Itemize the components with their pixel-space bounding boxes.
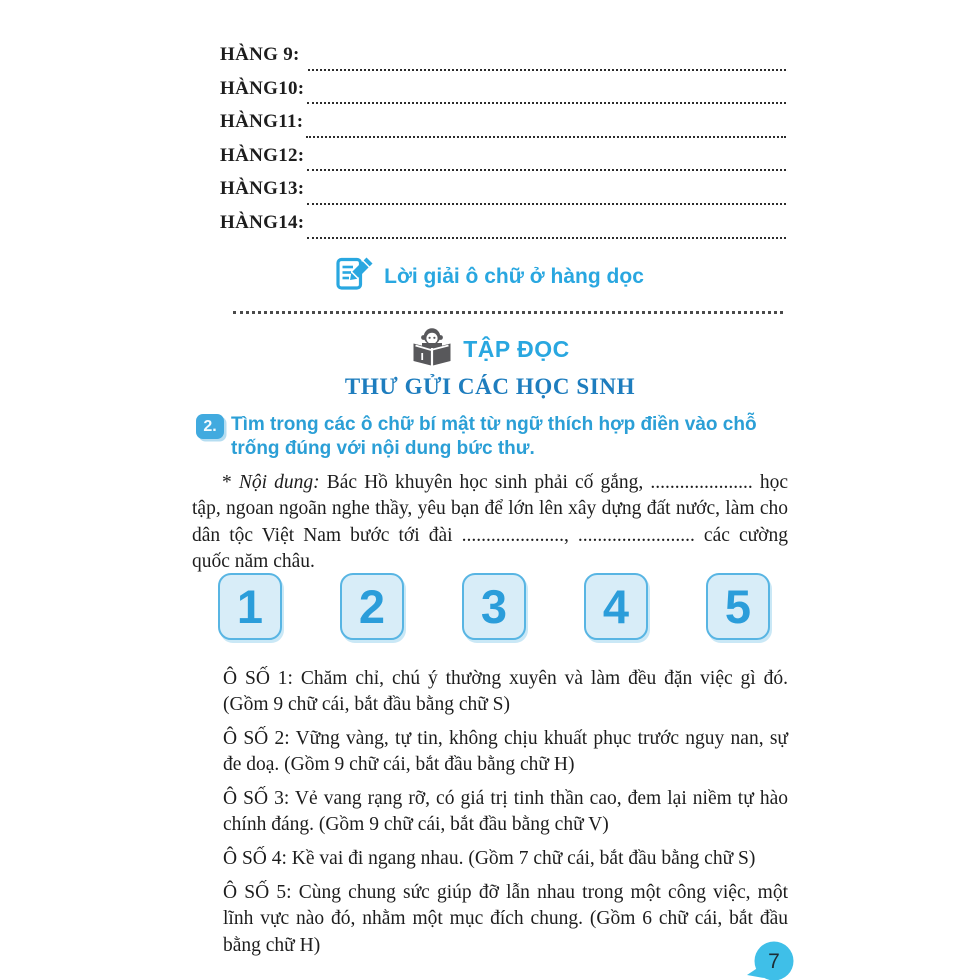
vertical-answer-heading — [0, 256, 980, 297]
exercise-prompt: Tìm trong các ô chữ bí mật từ ngữ thích hợp điền vào chỗ trống đúng với nội dung bức thư. — [231, 414, 757, 459]
exercise-2 — [196, 413, 792, 460]
clue-item: Ô SỐ 2: Vững vàng, tự tin, không chịu khuất phục trước nguy nan, sự đe doạ. (Gồm 9 chữ cái, bắt đầu bằng chữ H) — [223, 728, 788, 776]
star-marker: * — [222, 472, 232, 493]
answer-row — [220, 78, 786, 112]
dotted-separator — [233, 311, 783, 314]
dotted-answer-line[interactable] — [307, 237, 786, 239]
row-label: HÀNG14: — [220, 211, 305, 233]
row-label: HÀNG10: — [220, 77, 305, 99]
vertical-answer-label: Lời giải ô chữ ở hàng dọc — [384, 264, 644, 288]
page-number: 7 — [768, 950, 780, 973]
answer-row — [220, 44, 786, 78]
content-text: Bác Hồ khuyên học sinh phải cố gắng, ..................... học tập, ngoan ngoãn nghe thầy, yêu bạn để lớn lên xây dựng đất nước, làm cho dân tộc Việt Nam bước tới đài ....................., ........................ các cường quốc năm châu. — [192, 472, 788, 572]
row-label: HÀNG13: — [220, 178, 305, 200]
exercise-number-badge: 2. — [196, 414, 224, 439]
clue-item: Ô SỐ 5: Cùng chung sức giúp đỡ lẫn nhau trong một công việc, một lĩnh vực nào đó, nhằm một mục đích chung. (Gồm 6 chữ cái, bắt đầu bằng chữ H) — [223, 882, 788, 956]
clue-box-4[interactable]: 4 — [584, 573, 648, 640]
content-paragraph — [192, 470, 788, 575]
page-number-bubble — [746, 941, 796, 980]
clue-box-1[interactable]: 1 — [218, 573, 282, 640]
content-label: Nội dung: — [238, 472, 320, 493]
dotted-answer-line[interactable] — [307, 102, 786, 104]
dotted-answer-line[interactable] — [308, 69, 786, 71]
reading-person-icon — [410, 327, 454, 372]
clue-box-2[interactable]: 2 — [340, 573, 404, 640]
dotted-answer-line[interactable] — [307, 169, 786, 171]
clue-number-boxes — [218, 573, 770, 640]
section-heading-tap-doc — [0, 327, 980, 372]
dotted-answer-line[interactable] — [306, 136, 786, 138]
row-label: HÀNG11: — [220, 111, 304, 133]
clue-list — [223, 666, 788, 966]
clue-box-3[interactable]: 3 — [462, 573, 526, 640]
answer-row — [220, 178, 786, 212]
dotted-answer-line[interactable] — [307, 203, 786, 205]
lesson-title: THƯ GỬI CÁC HỌC SINH — [344, 374, 636, 399]
clue-item: Ô SỐ 3: Vẻ vang rạng rỡ, có giá trị tinh thần cao, đem lại niềm tự hào chính đáng. (Gồm 9 chữ cái, bắt đầu bằng chữ V) — [223, 788, 788, 836]
answer-row — [220, 212, 786, 246]
clue-item: Ô SỐ 4: Kề vai đi ngang nhau. (Gồm 7 chữ cái, bắt đầu bằng chữ S) — [223, 848, 756, 870]
clue-box-5[interactable]: 5 — [706, 573, 770, 640]
section-label: TẬP ĐỌC — [463, 336, 570, 362]
row-label: HÀNG12: — [220, 144, 305, 166]
answer-rows-list — [220, 44, 786, 246]
answer-row — [220, 111, 786, 145]
answer-row — [220, 145, 786, 179]
pencil-paper-icon — [336, 256, 374, 297]
row-label: HÀNG 9: — [220, 44, 305, 65]
clue-item: Ô SỐ 1: Chăm chỉ, chú ý thường xuyên và làm đều đặn việc gì đó. (Gồm 9 chữ cái, bắt đầu bằng chữ S) — [223, 668, 788, 716]
